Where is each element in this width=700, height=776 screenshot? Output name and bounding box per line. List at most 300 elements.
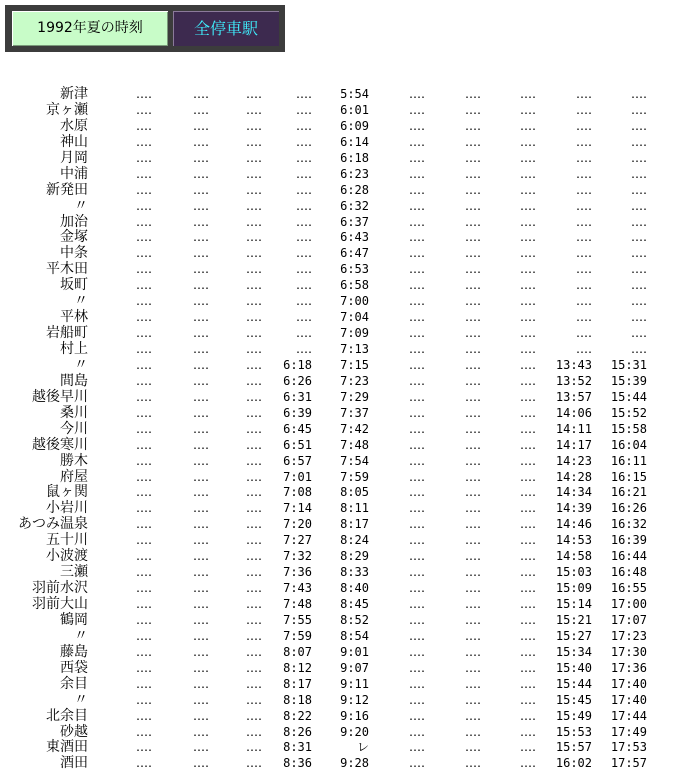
tab-bar [5, 5, 285, 52]
time-cell: 16:15 [610, 469, 647, 484]
time-cell: ‥‥ [464, 150, 481, 165]
time-cell: ‥‥ [135, 166, 152, 181]
time-cell: ‥‥ [192, 278, 209, 293]
time-cell: 8:17 [340, 517, 369, 532]
time-cell: ‥‥ [245, 373, 262, 388]
time-cell: ‥‥ [575, 246, 592, 261]
time-cell: ‥‥ [464, 102, 481, 117]
time-cell: ‥‥ [575, 342, 592, 356]
station-name: 平木田 [46, 261, 88, 278]
time-cell: ‥‥ [519, 166, 536, 181]
timetable-row [0, 151, 700, 167]
time-cell: 7:09 [340, 326, 369, 341]
time-cell: ‥‥ [519, 708, 536, 723]
time-cell: 5:54 [340, 87, 369, 101]
time-cell: 13:52 [555, 373, 592, 388]
time-cell: ‥‥ [519, 278, 536, 293]
station-name: 藤島 [60, 643, 88, 660]
time-cell: 14:39 [555, 501, 592, 516]
time-cell: ‥‥ [135, 357, 152, 372]
time-cell: ‥‥ [408, 628, 425, 643]
tab-season[interactable]: 1992年夏の時刻 [12, 11, 168, 46]
time-cell: ‥‥ [135, 708, 152, 723]
time-cell: 16:26 [610, 501, 647, 516]
time-cell: ‥‥ [519, 676, 536, 691]
time-cell: 8:40 [340, 581, 369, 596]
time-cell: ‥‥ [408, 310, 425, 325]
time-cell: 7:43 [283, 581, 312, 596]
time-cell: ‥‥ [408, 485, 425, 500]
time-cell: ‥‥ [245, 182, 262, 197]
time-cell: 17:00 [610, 597, 647, 611]
timetable-row [0, 246, 700, 262]
time-cell: ‥‥ [408, 644, 425, 659]
time-cell: 7:48 [283, 597, 312, 611]
time-cell: 17:53 [610, 740, 647, 755]
time-cell: ‥‥ [464, 230, 481, 245]
time-cell: ‥‥ [464, 134, 481, 149]
time-cell: ‥‥ [519, 389, 536, 404]
time-cell: ‥‥ [192, 342, 209, 356]
time-cell: ‥‥ [408, 756, 425, 771]
time-cell: 15:49 [555, 708, 592, 723]
time-cell: ‥‥ [245, 405, 262, 420]
time-cell: 6:31 [283, 389, 312, 404]
time-cell: 6:37 [340, 214, 369, 229]
time-cell: ‥‥ [135, 294, 152, 309]
time-cell: ‥‥ [245, 278, 262, 293]
time-cell: ‥‥ [408, 533, 425, 548]
time-cell: 7:36 [283, 565, 312, 580]
time-cell: ‥‥ [192, 692, 209, 707]
time-cell: 6:57 [283, 453, 312, 468]
time-cell: 15:21 [555, 612, 592, 627]
time-cell: 8:54 [340, 628, 369, 643]
time-cell: ‥‥ [630, 230, 647, 245]
time-cell: ‥‥ [464, 660, 481, 675]
time-cell: ‥‥ [295, 326, 312, 341]
time-cell: ‥‥ [519, 628, 536, 643]
time-cell: ‥‥ [519, 612, 536, 627]
time-cell: 8:05 [340, 485, 369, 500]
time-cell: ‥‥ [192, 182, 209, 197]
station-name: 京ヶ瀬 [46, 101, 88, 118]
time-cell: ‥‥ [245, 724, 262, 739]
time-cell: ‥‥ [135, 405, 152, 420]
time-cell: ‥‥ [245, 437, 262, 452]
time-cell: ‥‥ [192, 485, 209, 500]
timetable-row [0, 581, 700, 597]
time-cell: 7:23 [340, 373, 369, 388]
time-cell: 6:28 [340, 182, 369, 197]
time-cell: ‥‥ [408, 342, 425, 356]
time-cell: 15:45 [555, 692, 592, 707]
timetable-row [0, 549, 700, 565]
time-cell: 15:39 [610, 373, 647, 388]
time-cell: ‥‥ [630, 150, 647, 165]
time-cell: ‥‥ [408, 501, 425, 516]
timetable-row [0, 215, 700, 231]
time-cell: 8:45 [340, 597, 369, 611]
time-cell: ‥‥ [135, 676, 152, 691]
time-cell: ‥‥ [519, 756, 536, 771]
timetable-row [0, 756, 700, 772]
time-cell: ‥‥ [245, 310, 262, 325]
time-cell: ‥‥ [135, 342, 152, 356]
time-cell: 15:34 [555, 644, 592, 659]
time-cell: ‥‥ [192, 87, 209, 101]
timetable-row [0, 87, 700, 103]
time-cell: ‥‥ [464, 182, 481, 197]
time-cell: 16:32 [610, 517, 647, 532]
time-cell: ‥‥ [135, 756, 152, 771]
time-cell: ‥‥ [192, 533, 209, 548]
time-cell: ‥‥ [464, 118, 481, 133]
time-cell: ‥‥ [245, 421, 262, 436]
time-cell: ‥‥ [192, 501, 209, 516]
time-cell: ‥‥ [295, 262, 312, 277]
time-cell: ‥‥ [408, 469, 425, 484]
time-cell: ‥‥ [192, 326, 209, 341]
time-cell: ‥‥ [464, 214, 481, 229]
time-cell: 15:53 [555, 724, 592, 739]
time-cell: ‥‥ [408, 740, 425, 755]
time-cell: 7:32 [283, 549, 312, 564]
time-cell: ‥‥ [192, 310, 209, 325]
time-cell: ‥‥ [192, 724, 209, 739]
timetable-row [0, 103, 700, 119]
time-cell: ‥‥ [575, 294, 592, 309]
station-name: 〃 [74, 356, 88, 373]
time-cell: 15:57 [555, 740, 592, 755]
timetable-row [0, 406, 700, 422]
time-cell: 16:04 [610, 437, 647, 452]
time-cell: ‥‥ [464, 692, 481, 707]
time-cell: ‥‥ [519, 342, 536, 356]
time-cell: ‥‥ [245, 565, 262, 580]
station-name: 〃 [74, 197, 88, 214]
time-cell: ‥‥ [408, 549, 425, 564]
time-cell: ‥‥ [408, 597, 425, 611]
time-cell: 14:06 [555, 405, 592, 420]
time-cell: ‥‥ [135, 246, 152, 261]
time-cell: ‥‥ [575, 198, 592, 213]
tab-all-stops[interactable]: 全停車駅 [173, 11, 279, 46]
time-cell: 8:26 [283, 724, 312, 739]
time-cell: ‥‥ [245, 485, 262, 500]
time-cell: ‥‥ [245, 549, 262, 564]
time-cell: ‥‥ [135, 389, 152, 404]
time-cell: ‥‥ [464, 421, 481, 436]
time-cell: ‥‥ [519, 724, 536, 739]
time-cell: 7:08 [283, 485, 312, 500]
time-cell: ‥‥ [408, 437, 425, 452]
time-cell: 15:40 [555, 660, 592, 675]
time-cell: ‥‥ [192, 389, 209, 404]
time-cell: 6:18 [283, 357, 312, 372]
time-cell: ‥‥ [245, 597, 262, 611]
time-cell: ‥‥ [464, 724, 481, 739]
time-cell: 17:07 [610, 612, 647, 627]
time-cell: ‥‥ [464, 549, 481, 564]
time-cell: 6:43 [340, 230, 369, 245]
time-cell: ‥‥ [192, 230, 209, 245]
time-cell: ‥‥ [408, 612, 425, 627]
time-cell: 9:07 [340, 660, 369, 675]
time-cell: 7:59 [340, 469, 369, 484]
time-cell: ‥‥ [135, 517, 152, 532]
time-cell: ‥‥ [295, 310, 312, 325]
time-cell: ‥‥ [192, 517, 209, 532]
timetable-row [0, 485, 700, 501]
timetable-row [0, 725, 700, 741]
station-name: 西袋 [60, 659, 88, 676]
timetable-row [0, 613, 700, 629]
time-cell: ‥‥ [135, 262, 152, 277]
time-cell: ‥‥ [245, 644, 262, 659]
time-cell: 17:49 [610, 724, 647, 739]
time-cell: ‥‥ [519, 740, 536, 755]
time-cell: ‥‥ [408, 565, 425, 580]
time-cell: ‥‥ [245, 469, 262, 484]
time-cell: ‥‥ [630, 198, 647, 213]
time-cell: ‥‥ [519, 692, 536, 707]
time-cell: ‥‥ [630, 246, 647, 261]
time-cell: 16:02 [555, 756, 592, 771]
time-cell: ‥‥ [245, 87, 262, 101]
timetable-row [0, 422, 700, 438]
time-cell: ‥‥ [408, 166, 425, 181]
time-cell: ‥‥ [192, 740, 209, 755]
time-cell: ‥‥ [245, 262, 262, 277]
time-cell: ‥‥ [464, 469, 481, 484]
time-cell: ‥‥ [135, 118, 152, 133]
time-cell: ‥‥ [135, 628, 152, 643]
time-cell: ‥‥ [575, 166, 592, 181]
time-cell: ‥‥ [245, 166, 262, 181]
time-cell: ‥‥ [135, 182, 152, 197]
time-cell: 17:36 [610, 660, 647, 675]
timetable-row [0, 310, 700, 326]
time-cell: ‥‥ [295, 87, 312, 101]
time-cell: ‥‥ [464, 756, 481, 771]
time-cell: ‥‥ [575, 134, 592, 149]
time-cell: 8:22 [283, 708, 312, 723]
time-cell: 17:23 [610, 628, 647, 643]
station-name: 砂越 [60, 723, 88, 740]
time-cell: ‥‥ [135, 469, 152, 484]
time-cell: 17:57 [610, 756, 647, 771]
timetable-row [0, 358, 700, 374]
time-cell: ‥‥ [464, 740, 481, 755]
time-cell: ‥‥ [245, 501, 262, 516]
station-name: 加治 [60, 213, 88, 230]
time-cell: ‥‥ [245, 517, 262, 532]
time-cell: 15:27 [555, 628, 592, 643]
time-cell: ‥‥ [295, 278, 312, 293]
timetable-row [0, 294, 700, 310]
timetable-row [0, 517, 700, 533]
station-name: 村上 [60, 341, 88, 357]
time-cell: ‥‥ [192, 628, 209, 643]
time-cell: 6:45 [283, 421, 312, 436]
time-cell: 7:48 [340, 437, 369, 452]
time-cell: ‥‥ [245, 660, 262, 675]
time-cell: ‥‥ [192, 676, 209, 691]
time-cell: ‥‥ [408, 453, 425, 468]
station-name: 中浦 [60, 165, 88, 182]
time-cell: 6:47 [340, 246, 369, 261]
time-cell: 14:17 [555, 437, 592, 452]
time-cell: ‥‥ [245, 150, 262, 165]
station-name: 勝木 [60, 452, 88, 469]
time-cell: 6:23 [340, 166, 369, 181]
time-cell: ‥‥ [519, 517, 536, 532]
timetable-row [0, 278, 700, 294]
time-cell: ‥‥ [135, 660, 152, 675]
time-cell: ‥‥ [408, 134, 425, 149]
time-cell: ‥‥ [519, 644, 536, 659]
timetable-row [0, 645, 700, 661]
time-cell: ‥‥ [630, 294, 647, 309]
time-cell: 14:23 [555, 453, 592, 468]
time-cell: 7:15 [340, 357, 369, 372]
time-cell: ‥‥ [135, 644, 152, 659]
time-cell: ‥‥ [519, 405, 536, 420]
time-cell: ‥‥ [630, 262, 647, 277]
time-cell: ‥‥ [135, 421, 152, 436]
time-cell: ‥‥ [408, 118, 425, 133]
time-cell: ‥‥ [408, 87, 425, 101]
time-cell: ‥‥ [464, 246, 481, 261]
time-cell: ‥‥ [245, 134, 262, 149]
time-cell: ‥‥ [135, 549, 152, 564]
time-cell: 16:39 [610, 533, 647, 548]
time-cell: ‥‥ [245, 198, 262, 213]
time-cell: ‥‥ [295, 342, 312, 356]
time-cell: 7:55 [283, 612, 312, 627]
time-cell: 6:53 [340, 262, 369, 277]
time-cell: ‥‥ [192, 166, 209, 181]
station-name: 北余目 [46, 707, 88, 724]
time-cell: ‥‥ [192, 437, 209, 452]
time-cell: ‥‥ [135, 533, 152, 548]
time-cell: ‥‥ [135, 485, 152, 500]
time-cell: ‥‥ [408, 581, 425, 596]
time-cell: 7:27 [283, 533, 312, 548]
timetable-row [0, 597, 700, 613]
time-cell: ‥‥ [295, 246, 312, 261]
time-cell: 7:14 [283, 501, 312, 516]
time-cell: ‥‥ [519, 660, 536, 675]
station-name: 神山 [60, 133, 88, 150]
time-cell: ‥‥ [464, 198, 481, 213]
time-cell: ‥‥ [464, 373, 481, 388]
timetable-row [0, 326, 700, 342]
time-cell: 7:29 [340, 389, 369, 404]
timetable [0, 87, 700, 772]
station-name: 鼠ヶ関 [46, 484, 88, 501]
station-name: 鶴岡 [60, 611, 88, 628]
timetable-row [0, 438, 700, 454]
station-name: 府屋 [60, 468, 88, 485]
time-cell: 9:12 [340, 692, 369, 707]
time-cell: ‥‥ [519, 373, 536, 388]
time-cell: ‥‥ [464, 357, 481, 372]
time-cell: ‥‥ [630, 214, 647, 229]
station-name: 〃 [74, 627, 88, 644]
time-cell: ‥‥ [575, 278, 592, 293]
time-cell: ‥‥ [464, 533, 481, 548]
station-name: 岩船町 [46, 325, 88, 342]
time-cell: ‥‥ [245, 708, 262, 723]
time-cell: ‥‥ [192, 150, 209, 165]
time-cell: ‥‥ [519, 437, 536, 452]
time-cell: 9:20 [340, 724, 369, 739]
time-cell: ‥‥ [245, 326, 262, 341]
time-cell: ‥‥ [192, 453, 209, 468]
time-cell: 8:52 [340, 612, 369, 627]
time-cell: ‥‥ [575, 102, 592, 117]
time-cell: ‥‥ [464, 405, 481, 420]
station-name: 坂町 [60, 277, 88, 294]
time-cell: ‥‥ [135, 692, 152, 707]
time-cell: 15:03 [555, 565, 592, 580]
timetable-row [0, 693, 700, 709]
station-name: 今川 [60, 420, 88, 437]
station-name: 月岡 [60, 149, 88, 166]
time-cell: ‥‥ [408, 182, 425, 197]
time-cell: 7:59 [283, 628, 312, 643]
time-cell: ‥‥ [464, 581, 481, 596]
time-cell: ‥‥ [630, 166, 647, 181]
time-cell: 17:40 [610, 676, 647, 691]
time-cell: 7:13 [340, 342, 369, 356]
time-cell: 9:28 [340, 756, 369, 771]
time-cell: ‥‥ [295, 230, 312, 245]
time-cell: ‥‥ [408, 150, 425, 165]
time-cell: ‥‥ [408, 357, 425, 372]
time-cell: 6:09 [340, 118, 369, 133]
time-cell: ‥‥ [245, 389, 262, 404]
time-cell: ‥‥ [519, 310, 536, 325]
time-cell: 7:20 [283, 517, 312, 532]
timetable-row [0, 677, 700, 693]
time-cell: ‥‥ [408, 278, 425, 293]
timetable-row [0, 135, 700, 151]
time-cell: 16:44 [610, 549, 647, 564]
time-cell: ‥‥ [464, 597, 481, 611]
time-cell: ‥‥ [245, 740, 262, 755]
time-cell: 8:11 [340, 501, 369, 516]
time-cell: 8:17 [283, 676, 312, 691]
time-cell: ‥‥ [408, 230, 425, 245]
time-cell: 16:21 [610, 485, 647, 500]
time-cell: ‥‥ [575, 214, 592, 229]
time-cell: 6:01 [340, 102, 369, 117]
time-cell: ‥‥ [245, 628, 262, 643]
time-cell: 16:55 [610, 581, 647, 596]
time-cell: ‥‥ [135, 102, 152, 117]
time-cell: ‥‥ [464, 166, 481, 181]
time-cell: ‥‥ [408, 660, 425, 675]
time-cell: ‥‥ [408, 198, 425, 213]
time-cell: ‥‥ [192, 469, 209, 484]
time-cell: 15:44 [610, 389, 647, 404]
time-cell: 7:00 [340, 294, 369, 309]
time-cell: ‥‥ [408, 326, 425, 341]
timetable-row [0, 454, 700, 470]
